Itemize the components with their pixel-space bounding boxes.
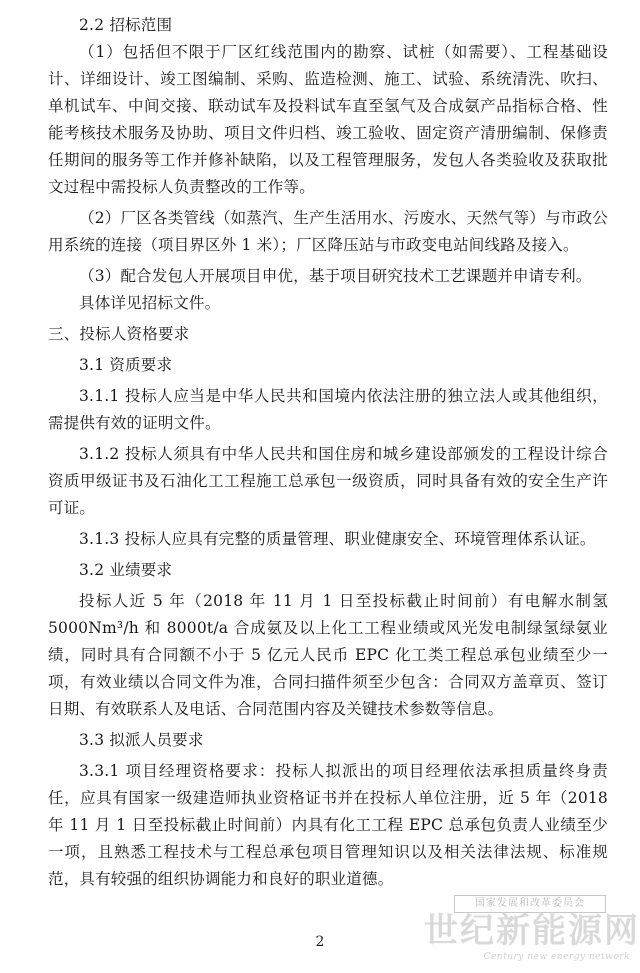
paragraph-scope-1: （1）包括但不限于厂区红线范围内的勘察、试桩（如需要）、工程基础设计、详细设计、竣工图编制、采购、监造检测、施工、试验、系统清洗、吹扫、单机试车、中间交接、联动试车及投料试车直至氢气及合成氨产品指标合格、性能考核技术服务及协助、项目文件归档、竣工验收、固定资产清册编制、保修责任期间的服务等工作并修补缺陷，以及工程管理服务，发包人各类验收及获取批文过程中需投标人负责整改的工作等。 [48,43,608,196]
paragraph-3-2: 投标人近 5 年（2018 年 11 月 1 日至投标截止时间前）有电解水制氢 5000Nm³/h 和 8000t/a 合成氨及以上化工工程业绩或风光发电制绿氢绿氨业绩，同时具有合同额不小于 5 亿元人民币 EPC 化工类工程总承包业绩至少一项，有效业绩以合同文件为准，合同扫描件须至少包含：合同双方盖章页、签订日期、有效联系人及电话、合同范围内容及关键技术参数等信息。 [48,592,608,718]
watermark-logo-text: 世纪新能源网 [424,911,640,951]
page-number: 2 [315,934,325,950]
section-heading-3-3: 3.3 拟派人员要求 [79,731,204,749]
paragraph-3-1-3: 3.1.3 投标人应具有完整的质量管理、职业健康安全、环境管理体系认证。 [79,530,596,548]
paragraph-see-tender-docs: 具体详见招标文件。 [79,294,221,312]
paragraph-scope-3: （3）配合发包人开展项目申优，基于项目研究技术工艺课题并申请专利。 [79,267,592,285]
paragraph-3-3-1: 3.3.1 项目经理资格要求：投标人拟派出的项目经理依法承担质量终身责任，应具有国家一级建造师执业资格证书并在投标人单位注册，近 5 年（2018 年 11 月 1 日至投标截止时间前）内具有化工工程 EPC 总承包负责人业绩至少一项，且熟悉工程技术与工程总承包项目管理知识以及相关法律法规、标准规范，具有较强的组织协调能力和良好的职业道德。 [48,762,608,888]
watermark-logo-subtext: Century new energy network [483,952,630,962]
section-heading-3-2: 3.2 业绩要求 [79,561,173,579]
paragraph-3-1-2: 3.1.2 投标人须具有中华人民共和国住房和城乡建设部颁发的工程设计综合资质甲级证书及石油化工工程施工总承包一级资质，同时具备有效的安全生产许可证。 [48,445,608,517]
section-heading-3: 三、投标人资格要求 [48,325,190,343]
paragraph-scope-2: （2）厂区各类管线（如蒸汽、生产生活用水、污废水、天然气等）与市政公用系统的连接（项目界区外 1 米）；厂区降压站与市政变电站间线路及接入。 [48,209,608,254]
paragraph-3-1-1: 3.1.1 投标人应当是中华人民共和国境内依法注册的独立法人或其他组织，需提供有效的证明文件。 [48,387,608,432]
document-body [48,8,608,893]
section-heading-3-1: 3.1 资质要求 [79,356,173,374]
section-heading-2-2: 2.2 招标范围 [79,16,173,34]
watermark-strip: 国家发展和改革委员会 [454,895,606,913]
